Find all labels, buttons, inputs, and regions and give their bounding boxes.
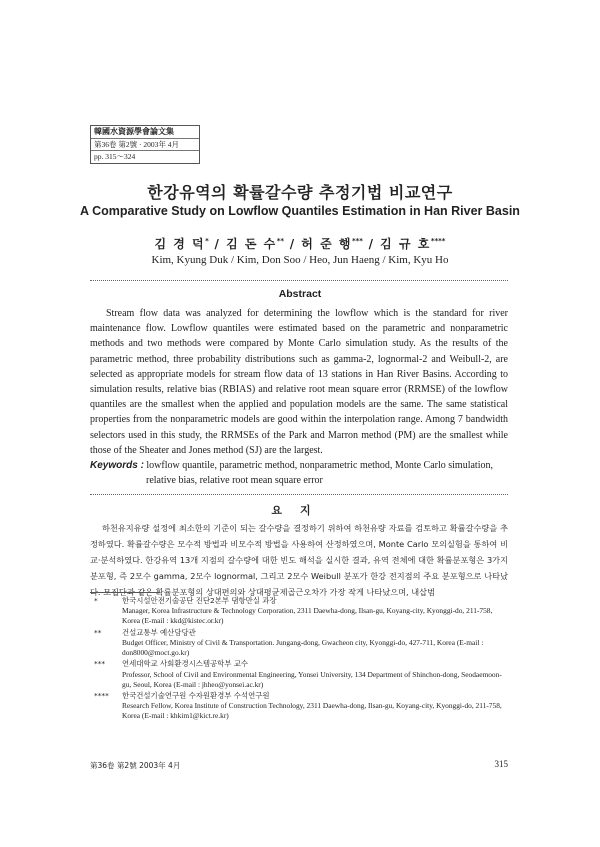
title-english: A Comparative Study on Lowflow Quantiles Estimation in Han River Basin	[80, 204, 520, 218]
keywords-label: Keywords :	[90, 460, 144, 471]
keywords-line-2: relative bias, relative root mean square error	[146, 475, 323, 486]
footnote-3: *** 연세대학교 사회환경시스템공학부 교수 Professor, School of Civil and Environmental Engineering, Yonsei University, 134 Department of Shinchon-dong, Seodaemoon-gu, Seoul, Korea (E-mail : jhheo@yonsei.ac.kr)	[94, 659, 502, 689]
author-4: 김 규 호****	[380, 237, 446, 251]
abstract-heading: Abstract	[278, 288, 322, 300]
title-korean: 한강유역의 확률갈수량 추정기법 비교연구	[147, 183, 453, 202]
footnote-4: **** 한국건설기술연구원 수자원환경부 수석연구원 Research Fellow, Korea Institute of Construction Technology, 2311 Daewha-dong, Ilsan-gu, Koyang-city, Kyonggi-do, 211-758, Korea (E-mail : khkim1@kict.re.kr)	[94, 690, 502, 721]
yoji-body: 하천유지유량 설정에 최소한의 기준이 되는 갈수량을 결정하기 위하여 하천유량 자료를 검토하고 확률갈수량을 추정하였다. 확률갈수량은 모수적 방법과 비모수적 방법을 사용하여 산정하였으며, Monte Carlo 모의실험을 통하여 비교·분석하였다. 한강유역 13개 지점의 갈수량에 대한 빈도 해석을 실시한 결과, 유역 전체에 대한 확률분포형은 3가지 분포형, 즉 2모수 gamma, 2모수 lognormal, 그리고 2모수 Weibull 분포가 한강 전지점의 주요 분포형으로 나타났다. 모집단과 같은 확률분포형의 상대편의와 상대평균제곱근오차가 가장 작게 나타났으며, 내삽범	[90, 523, 508, 597]
keywords	[90, 458, 508, 488]
keywords-line-1: lowflow quantile, parametric method, nonparametric method, Monte Carlo simulation,	[146, 460, 493, 471]
footnotes	[90, 596, 508, 723]
page-number: 315	[494, 759, 508, 769]
author-2: 김 돈 수**	[226, 237, 285, 251]
journal-name: 韓國水資源學會論文集	[94, 127, 174, 136]
footnote-1: * 한국시설안전기술공단 진단2본부 댐항만실 과장 Manager, Korea Infrastructure & Technology Corporation, 2311 Daewha-dong, Ilsan-gu, Koyang-city, Kyonggi-do, 211-758, Korea (E-mail : kkd@kistec.or.kr)	[94, 596, 493, 626]
footnote-rule	[90, 592, 160, 593]
authors-korean: 김 경 덕* / 김 돈 수** / 허 준 행*** / 김 규 호****	[154, 237, 446, 251]
divider-top	[90, 280, 508, 281]
abstract-body: Stream flow data was analyzed for determining the lowflow which is the standard for river maintenance flow. Lowflow quantiles were estimated based on the parametric and nonparametric methods and two methods were compared by Monte Carlo simulation study. As the results of the parametric method, three probability distributions such as gamma-2, lognormal-2 and Weibull-2, are selected as appropriate models for stream flow data of 13 stations in Han River Basins. According to simulation results, relative bias (RBIAS) and relative root mean square error (RRMSE) of the lowflow quantiles are the smallest when the applied and population models are the same. The same statistical properties from the nonparametric models are good within the interpolation range. Among 7 bandwidth selectors used in this study, the RRMSEs of the Park and Marron method (PM) are the smallest while those of the Sheater and Jones method (SJ) are the largest.	[90, 308, 508, 456]
author-1: 김 경 덕*	[154, 237, 209, 251]
authors-english: Kim, Kyung Duk / Kim, Don Soo / Heo, Jun Haeng / Kim, Kyu Ho	[151, 254, 449, 266]
journal-info-box	[90, 125, 200, 164]
journal-volume: 第36卷 第2號 · 2003年 4月	[91, 138, 199, 150]
divider-bottom	[90, 494, 508, 495]
footer-issue: 第36卷 第2號 2003年 4月	[90, 761, 181, 770]
author-3: 허 준 행***	[301, 237, 363, 251]
footnote-2: ** 건설교통부 예산담당관 Budget Officer, Ministry of Civil & Transportation. Jungang-dong, Gwacheon city, Kyonggi-do, 427-711, Korea (E-mail : don8000@moct.go.kr)	[94, 627, 484, 658]
yoji-heading: 요지	[271, 504, 329, 517]
journal-pages: pp. 315～324	[91, 150, 199, 162]
